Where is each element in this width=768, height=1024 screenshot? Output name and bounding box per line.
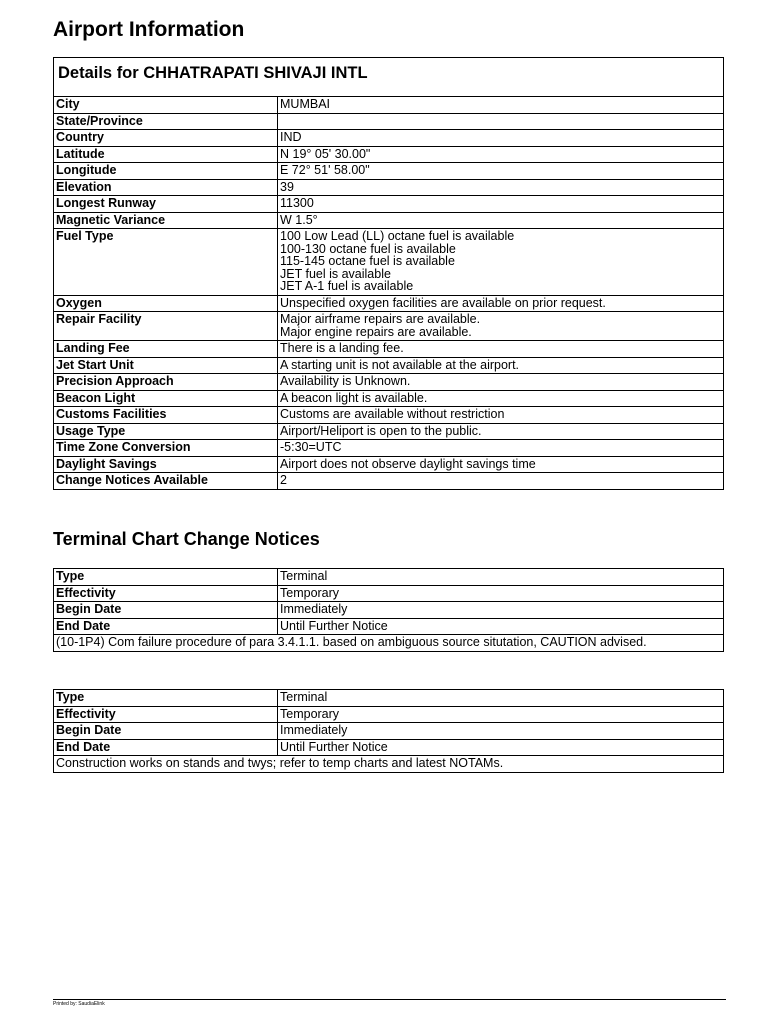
notice-label: Begin Date: [54, 602, 278, 619]
detail-value-line: There is a landing fee.: [280, 341, 404, 355]
detail-row-change-notices-available: [54, 473, 724, 490]
notice-value: Terminal: [278, 690, 724, 707]
notice-row-effectivity: [54, 706, 724, 723]
detail-value-line: A beacon light is available.: [280, 390, 428, 405]
detail-row-longitude: [54, 163, 724, 180]
detail-label: Elevation: [54, 179, 278, 196]
detail-label: Landing Fee: [54, 341, 278, 358]
notice-value: Until Further Notice: [278, 739, 724, 756]
change-notice-1: [53, 568, 724, 652]
detail-label: Oxygen: [54, 295, 278, 312]
detail-label: Precision Approach: [54, 374, 278, 391]
detail-value-line: 115-145 octane fuel is available: [280, 254, 455, 268]
detail-row-jet-start-unit: [54, 357, 724, 374]
notice-label: Type: [54, 690, 278, 707]
detail-label: Beacon Light: [54, 390, 278, 407]
page-title: Airport Information: [53, 18, 245, 41]
notice-row-type: [54, 569, 724, 586]
detail-value-line: E 72° 51' 58.00": [280, 163, 370, 177]
detail-value: [278, 163, 724, 180]
detail-row-elevation: [54, 179, 724, 196]
notice-text: Construction works on stands and twys; refer to temp charts and latest NOTAMs.: [54, 756, 724, 773]
detail-label: Jet Start Unit: [54, 357, 278, 374]
notice-label: Begin Date: [54, 723, 278, 740]
detail-label: Change Notices Available: [54, 473, 278, 490]
detail-value-line: -5:30=UTC: [280, 440, 342, 454]
detail-row-landing-fee: [54, 341, 724, 358]
detail-value-line: MUMBAI: [280, 97, 330, 111]
detail-row-state-province: [54, 113, 724, 130]
detail-value: [278, 295, 724, 312]
notice-text-row: [54, 756, 724, 773]
notice-label: Type: [54, 569, 278, 586]
details-heading-row: [54, 58, 724, 97]
detail-value: [278, 212, 724, 229]
detail-label: Longitude: [54, 163, 278, 180]
detail-value-line: [280, 115, 721, 128]
detail-value: [278, 341, 724, 358]
notice-row-end-date: [54, 618, 724, 635]
detail-value-line: 2: [280, 473, 287, 487]
notice-label: Effectivity: [54, 706, 278, 723]
detail-row-precision-approach: [54, 374, 724, 391]
details-heading: Details for CHHATRAPATI SHIVAJI INTL: [54, 58, 724, 97]
detail-value-line: 100 Low Lead (LL) octane fuel is available: [280, 229, 515, 243]
notice-label: End Date: [54, 739, 278, 756]
detail-label: Time Zone Conversion: [54, 440, 278, 457]
detail-value-line: W 1.5°: [280, 212, 318, 227]
detail-value-line: Major engine repairs are available.: [280, 324, 472, 339]
detail-value-line: Airport/Heliport is open to the public.: [280, 423, 482, 438]
notice-label: Effectivity: [54, 585, 278, 602]
change-notice-2: [53, 689, 724, 773]
detail-row-country: [54, 130, 724, 147]
change-notices-title: Terminal Chart Change Notices: [53, 529, 320, 549]
detail-value: [278, 179, 724, 196]
notice-row-end-date: [54, 739, 724, 756]
detail-row-repair-facility: [54, 312, 724, 341]
detail-value-line: IND: [280, 130, 302, 144]
detail-value: [278, 113, 724, 130]
detail-value-line: Airport does not observe daylight savings time: [280, 456, 536, 471]
detail-value: [278, 130, 724, 147]
detail-value-line: Major airframe repairs are available.: [280, 312, 481, 326]
detail-label: Longest Runway: [54, 196, 278, 213]
detail-value-line: Availability is Unknown.: [280, 374, 411, 388]
detail-label: Daylight Savings: [54, 456, 278, 473]
notice-row-begin-date: [54, 602, 724, 619]
detail-value: [278, 97, 724, 114]
detail-value-line: N 19° 05' 30.00": [280, 146, 371, 161]
notice-value: Immediately: [278, 723, 724, 740]
detail-value: [278, 357, 724, 374]
detail-value-line: Unspecified oxygen facilities are available on prior request.: [280, 295, 606, 310]
notice-label: End Date: [54, 618, 278, 635]
detail-label: Country: [54, 130, 278, 147]
detail-row-customs-facilities: [54, 407, 724, 424]
detail-value-line: Customs are available without restriction: [280, 407, 505, 421]
notice-value: Terminal: [278, 569, 724, 586]
detail-label: Usage Type: [54, 423, 278, 440]
detail-value-line: JET fuel is available: [280, 266, 391, 281]
detail-row-usage-type: [54, 423, 724, 440]
detail-label: Fuel Type: [54, 229, 278, 296]
printed-by-footer: Printed by: SaudiaElink: [53, 1001, 105, 1007]
detail-row-latitude: [54, 146, 724, 163]
notice-value: Immediately: [278, 602, 724, 619]
detail-value: [278, 473, 724, 490]
detail-value: [278, 423, 724, 440]
detail-row-beacon-light: [54, 390, 724, 407]
notice-row-effectivity: [54, 585, 724, 602]
notice-text: (10-1P4) Com failure procedure of para 3.4.1.1. based on ambiguous source situtation, CAUTION advised.: [54, 635, 724, 652]
notice-value: Temporary: [278, 706, 724, 723]
detail-row-magnetic-variance: [54, 212, 724, 229]
detail-value: [278, 456, 724, 473]
detail-value-line: 11300: [280, 196, 314, 210]
detail-value: [278, 440, 724, 457]
notice-text-row: [54, 635, 724, 652]
detail-value-line: 100-130 octane fuel is available: [280, 241, 456, 256]
notice-row-begin-date: [54, 723, 724, 740]
footer-divider: [53, 999, 726, 1000]
detail-value: [278, 407, 724, 424]
notice-value: Temporary: [278, 585, 724, 602]
airport-details-table: [53, 57, 724, 490]
detail-row-oxygen: [54, 295, 724, 312]
detail-row-longest-runway: [54, 196, 724, 213]
notice-row-type: [54, 690, 724, 707]
detail-row-fuel-type: [54, 229, 724, 296]
detail-label: City: [54, 97, 278, 114]
detail-row-time-zone-conversion: [54, 440, 724, 457]
detail-row-daylight-savings: [54, 456, 724, 473]
detail-value: [278, 374, 724, 391]
detail-label: Magnetic Variance: [54, 212, 278, 229]
detail-label: Repair Facility: [54, 312, 278, 341]
detail-value-line: 39: [280, 179, 294, 194]
detail-label: Latitude: [54, 146, 278, 163]
detail-row-city: [54, 97, 724, 114]
notice-value: Until Further Notice: [278, 618, 724, 635]
detail-value: [278, 390, 724, 407]
detail-label: Customs Facilities: [54, 407, 278, 424]
detail-value: [278, 146, 724, 163]
detail-value-line: A starting unit is not available at the airport.: [280, 357, 520, 372]
detail-value: [278, 229, 724, 296]
detail-value-line: JET A-1 fuel is available: [280, 279, 414, 293]
detail-value: [278, 196, 724, 213]
detail-label: State/Province: [54, 113, 278, 130]
detail-value: [278, 312, 724, 341]
